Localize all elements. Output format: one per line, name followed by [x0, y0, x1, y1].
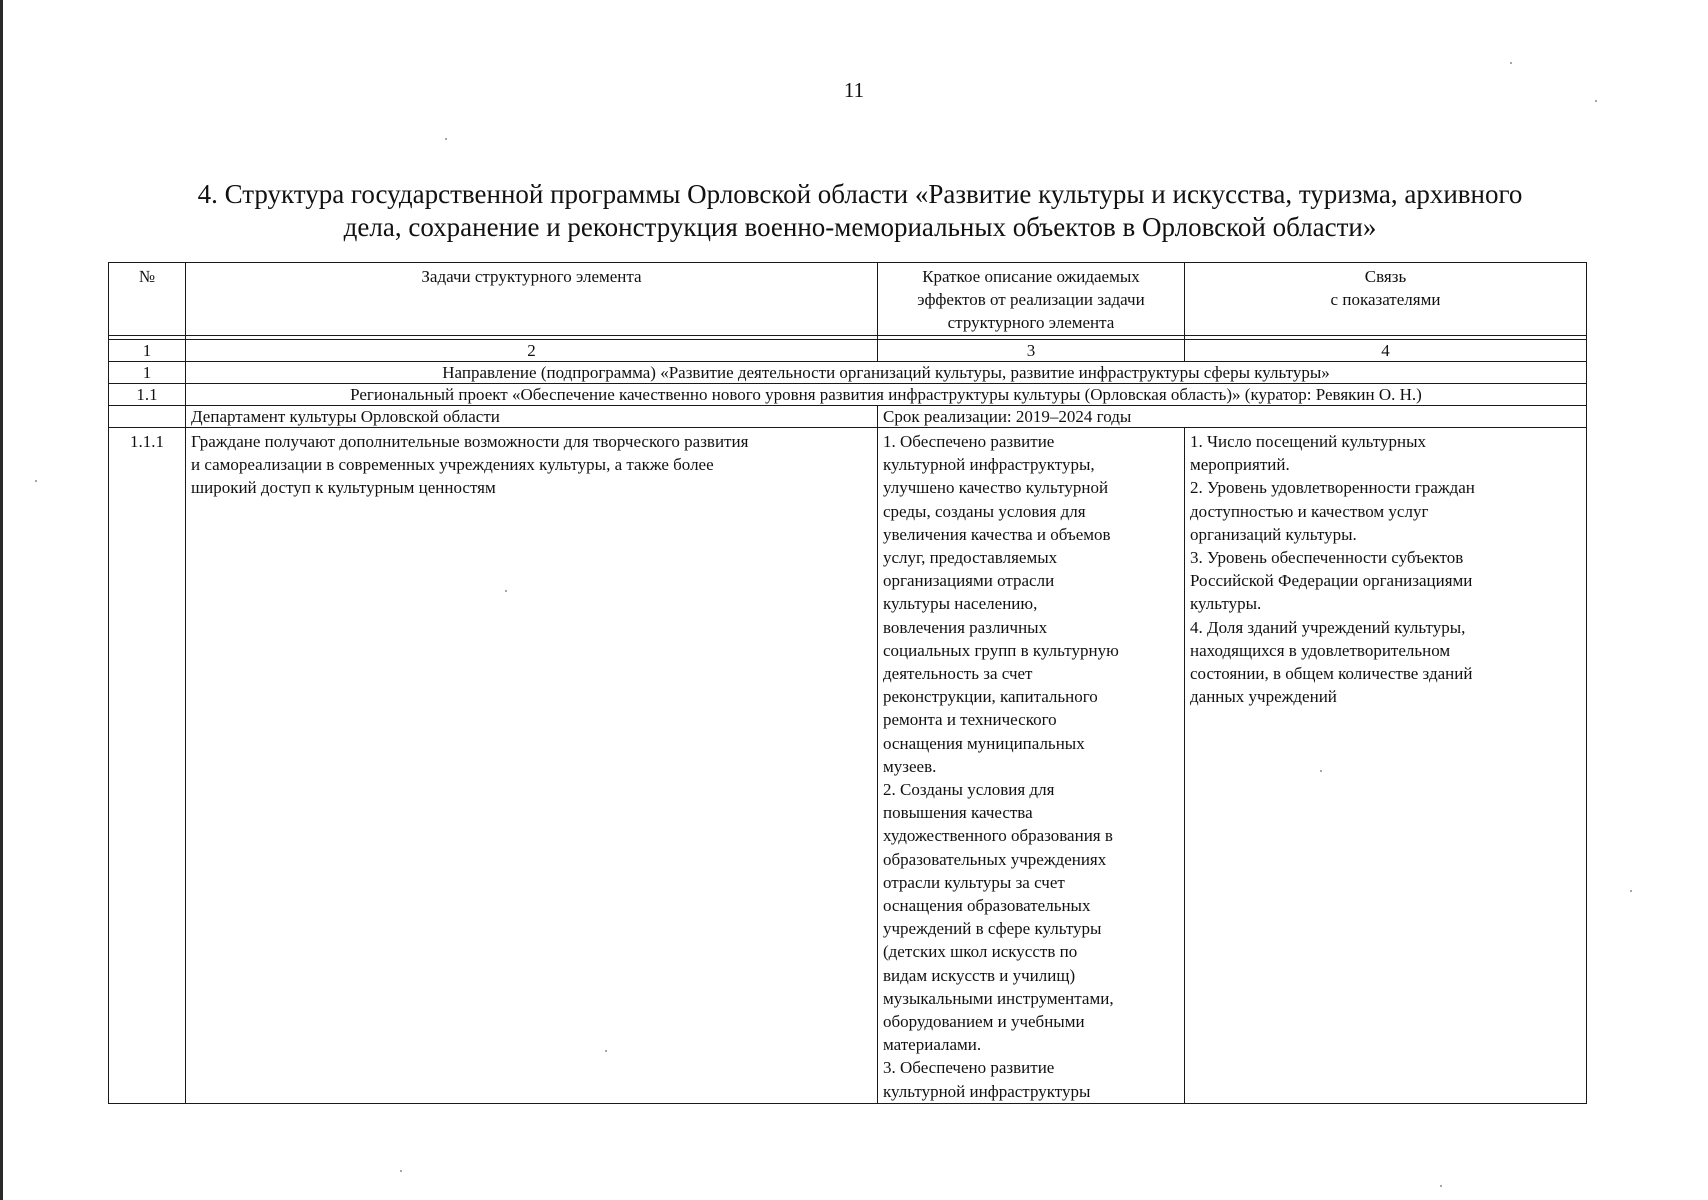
title-line-2: дела, сохранение и реконструкция военно-мемориальных объектов в Орловской области»	[343, 212, 1377, 242]
project-row	[109, 384, 1587, 406]
scan-speck	[445, 138, 447, 140]
header-num: №	[109, 263, 186, 336]
title-line-1: 4. Структура государственной программы Орловской области «Развитие культуры и искусства, туризма, архивного	[197, 179, 1523, 209]
header-tasks: Задачи структурного элемента	[186, 263, 878, 336]
column-number: 2	[186, 340, 878, 362]
header-link: Связь с показателями	[1185, 263, 1587, 336]
implementation-period: Срок реализации: 2019–2024 годы	[878, 406, 1587, 428]
scan-speck	[1510, 62, 1512, 64]
header-effects: Краткое описание ожидаемых эффектов от реализации задачи структурного элемента	[878, 263, 1185, 336]
direction-num: 1	[109, 362, 186, 384]
column-number: 4	[1185, 340, 1587, 362]
project-text: Региональный проект «Обеспечение качественно нового уровня развития инфраструктуры культуры (Орловская область)» (куратор: Ревякин О. Н.)	[186, 384, 1587, 406]
task-description: Граждане получают дополнительные возможности для творческого развития и самореализации в современных учреждениях культуры, а также более широкий доступ к культурным ценностям	[186, 428, 878, 1104]
scan-speck	[605, 1050, 607, 1052]
indicators-link: 1. Число посещений культурных мероприятий. 2. Уровень удовлетворенности граждан доступностью и качеством услуг организаций культуры. 3. Уровень обеспеченности субъектов Российской Федерации организациями культуры. 4. Доля зданий учреждений культуры, находящихся в удовлетворительном состоянии, в общем количестве зданий данных учреждений	[1185, 428, 1587, 1104]
responsible-department: Департамент культуры Орловской области	[186, 406, 878, 428]
structure-table	[108, 262, 1587, 1104]
table-header-row	[109, 263, 1587, 336]
responsible-row	[109, 406, 1587, 428]
scan-speck	[1320, 770, 1322, 772]
scan-speck	[1440, 1185, 1442, 1187]
scan-speck	[35, 480, 37, 482]
scan-edge	[0, 0, 3, 1200]
scan-speck	[1595, 100, 1597, 102]
task-num: 1.1.1	[109, 428, 186, 1104]
direction-text: Направление (подпрограмма) «Развитие деятельности организаций культуры, развитие инфраструктуры сферы культуры»	[186, 362, 1587, 384]
scan-speck	[400, 1170, 402, 1172]
document-title	[110, 178, 1610, 244]
scan-speck	[505, 590, 507, 592]
responsible-num-empty	[109, 406, 186, 428]
expected-effects: 1. Обеспечено развитие культурной инфраструктуры, улучшено качество культурной среды, созданы условия для увеличения качества и объемов услуг, предоставляемых организациями отрасли культуры населению, вовлечения различных социальных групп в культурную деятельность за счет реконструкции, капитального ремонта и технического оснащения муниципальных музеев. 2. Созданы условия для повышения качества художественного образования в образовательных учреждениях отрасли культуры за счет оснащения образовательных учреждений в сфере культуры (детских школ искусств по видам искусств и училищ) музыкальными инструментами, оборудованием и учебными материалами. 3. Обеспечено развитие культурной инфраструктуры	[878, 428, 1185, 1104]
direction-row	[109, 362, 1587, 384]
task-row	[109, 428, 1587, 1104]
project-num: 1.1	[109, 384, 186, 406]
column-number: 3	[878, 340, 1185, 362]
column-number: 1	[109, 340, 186, 362]
column-number-row	[109, 340, 1587, 362]
page-number: 11	[843, 78, 865, 102]
scan-speck	[1630, 890, 1632, 892]
